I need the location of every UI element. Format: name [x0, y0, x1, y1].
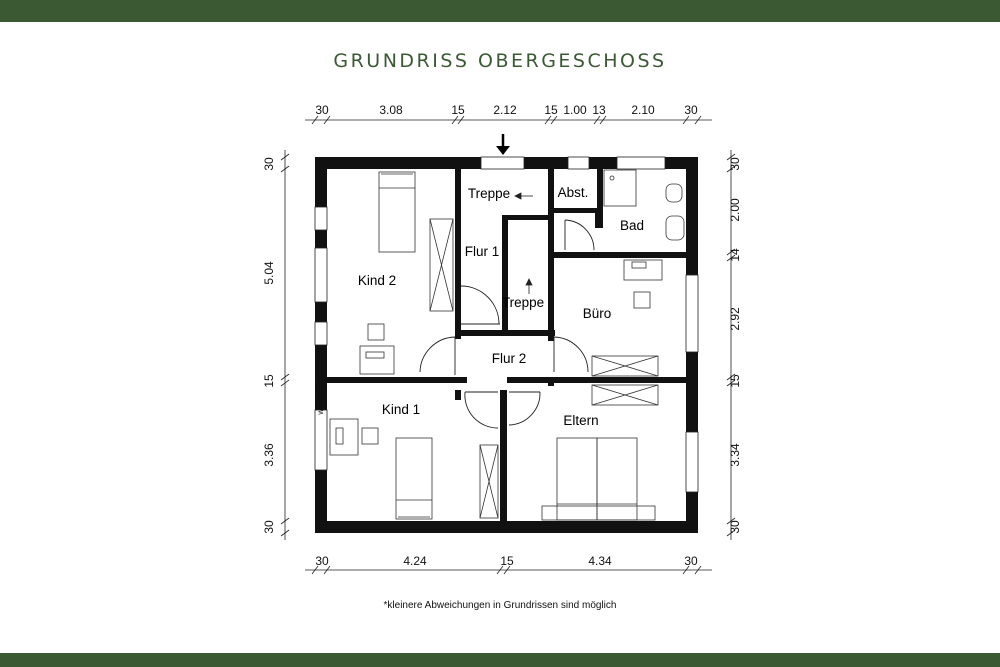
dim-right-2: 14 — [728, 248, 742, 262]
dim-bottom-2: 15 — [500, 554, 514, 568]
right-dimensions — [728, 157, 742, 534]
dimension-ticks — [281, 116, 735, 574]
dim-right-6: 30 — [728, 520, 742, 534]
dim-top-8: 30 — [684, 103, 698, 117]
dim-top-5: 1.00 — [563, 103, 587, 117]
dim-top-3: 2.12 — [493, 103, 517, 117]
dim-right-0: 30 — [728, 157, 742, 171]
dim-bottom-0: 30 — [315, 554, 329, 568]
disclaimer-note: *kleinere Abweichungen in Grundrissen sind möglich — [383, 600, 617, 611]
dim-left-0: 30 — [262, 157, 276, 171]
stair-arrows — [515, 193, 533, 294]
room-label-flur2: Flur 2 — [491, 351, 527, 366]
room-label-kind1: Kind 1 — [381, 402, 421, 417]
page-title: GRUNDRISS OBERGESCHOSS — [333, 50, 667, 72]
top-dimensions — [315, 103, 698, 117]
dim-top-4: 15 — [544, 103, 558, 117]
room-label-eltern: Eltern — [563, 413, 599, 428]
room-label-treppe-mid: Treppe — [501, 295, 545, 310]
room-label-kind2: Kind 2 — [357, 273, 397, 288]
room-label-bad: Bad — [619, 218, 645, 233]
walls — [315, 157, 698, 533]
dim-right-5: 3.34 — [728, 443, 742, 467]
dim-bottom-3: 4.34 — [588, 554, 612, 568]
dim-bottom-4: 30 — [684, 554, 698, 568]
room-label-buero: Büro — [582, 306, 612, 321]
room-label-treppe-top: Treppe — [467, 186, 511, 201]
dim-top-7: 2.10 — [631, 103, 655, 117]
bottom-dimensions — [315, 554, 698, 568]
dim-left-2: 15 — [262, 374, 276, 388]
dim-top-6: 13 — [592, 103, 606, 117]
dim-left-1: 5.04 — [262, 261, 276, 285]
room-label-abst: Abst. — [557, 185, 589, 200]
dim-right-4: 15 — [728, 374, 742, 388]
dim-top-0: 30 — [315, 103, 329, 117]
dim-left-4: 30 — [262, 520, 276, 534]
dim-bottom-1: 4.24 — [403, 554, 427, 568]
dim-right-3: 2.92 — [728, 307, 742, 331]
dim-left-3: 3.36 — [262, 443, 276, 467]
watermark-text: www.grundriss.com — [316, 345, 325, 415]
dim-right-1: 2.00 — [728, 198, 742, 222]
room-label-flur1: Flur 1 — [464, 244, 500, 259]
dim-top-1: 3.08 — [379, 103, 403, 117]
dim-top-2: 15 — [451, 103, 465, 117]
entrance-arrow-icon — [496, 134, 510, 155]
left-dimensions — [262, 157, 276, 534]
